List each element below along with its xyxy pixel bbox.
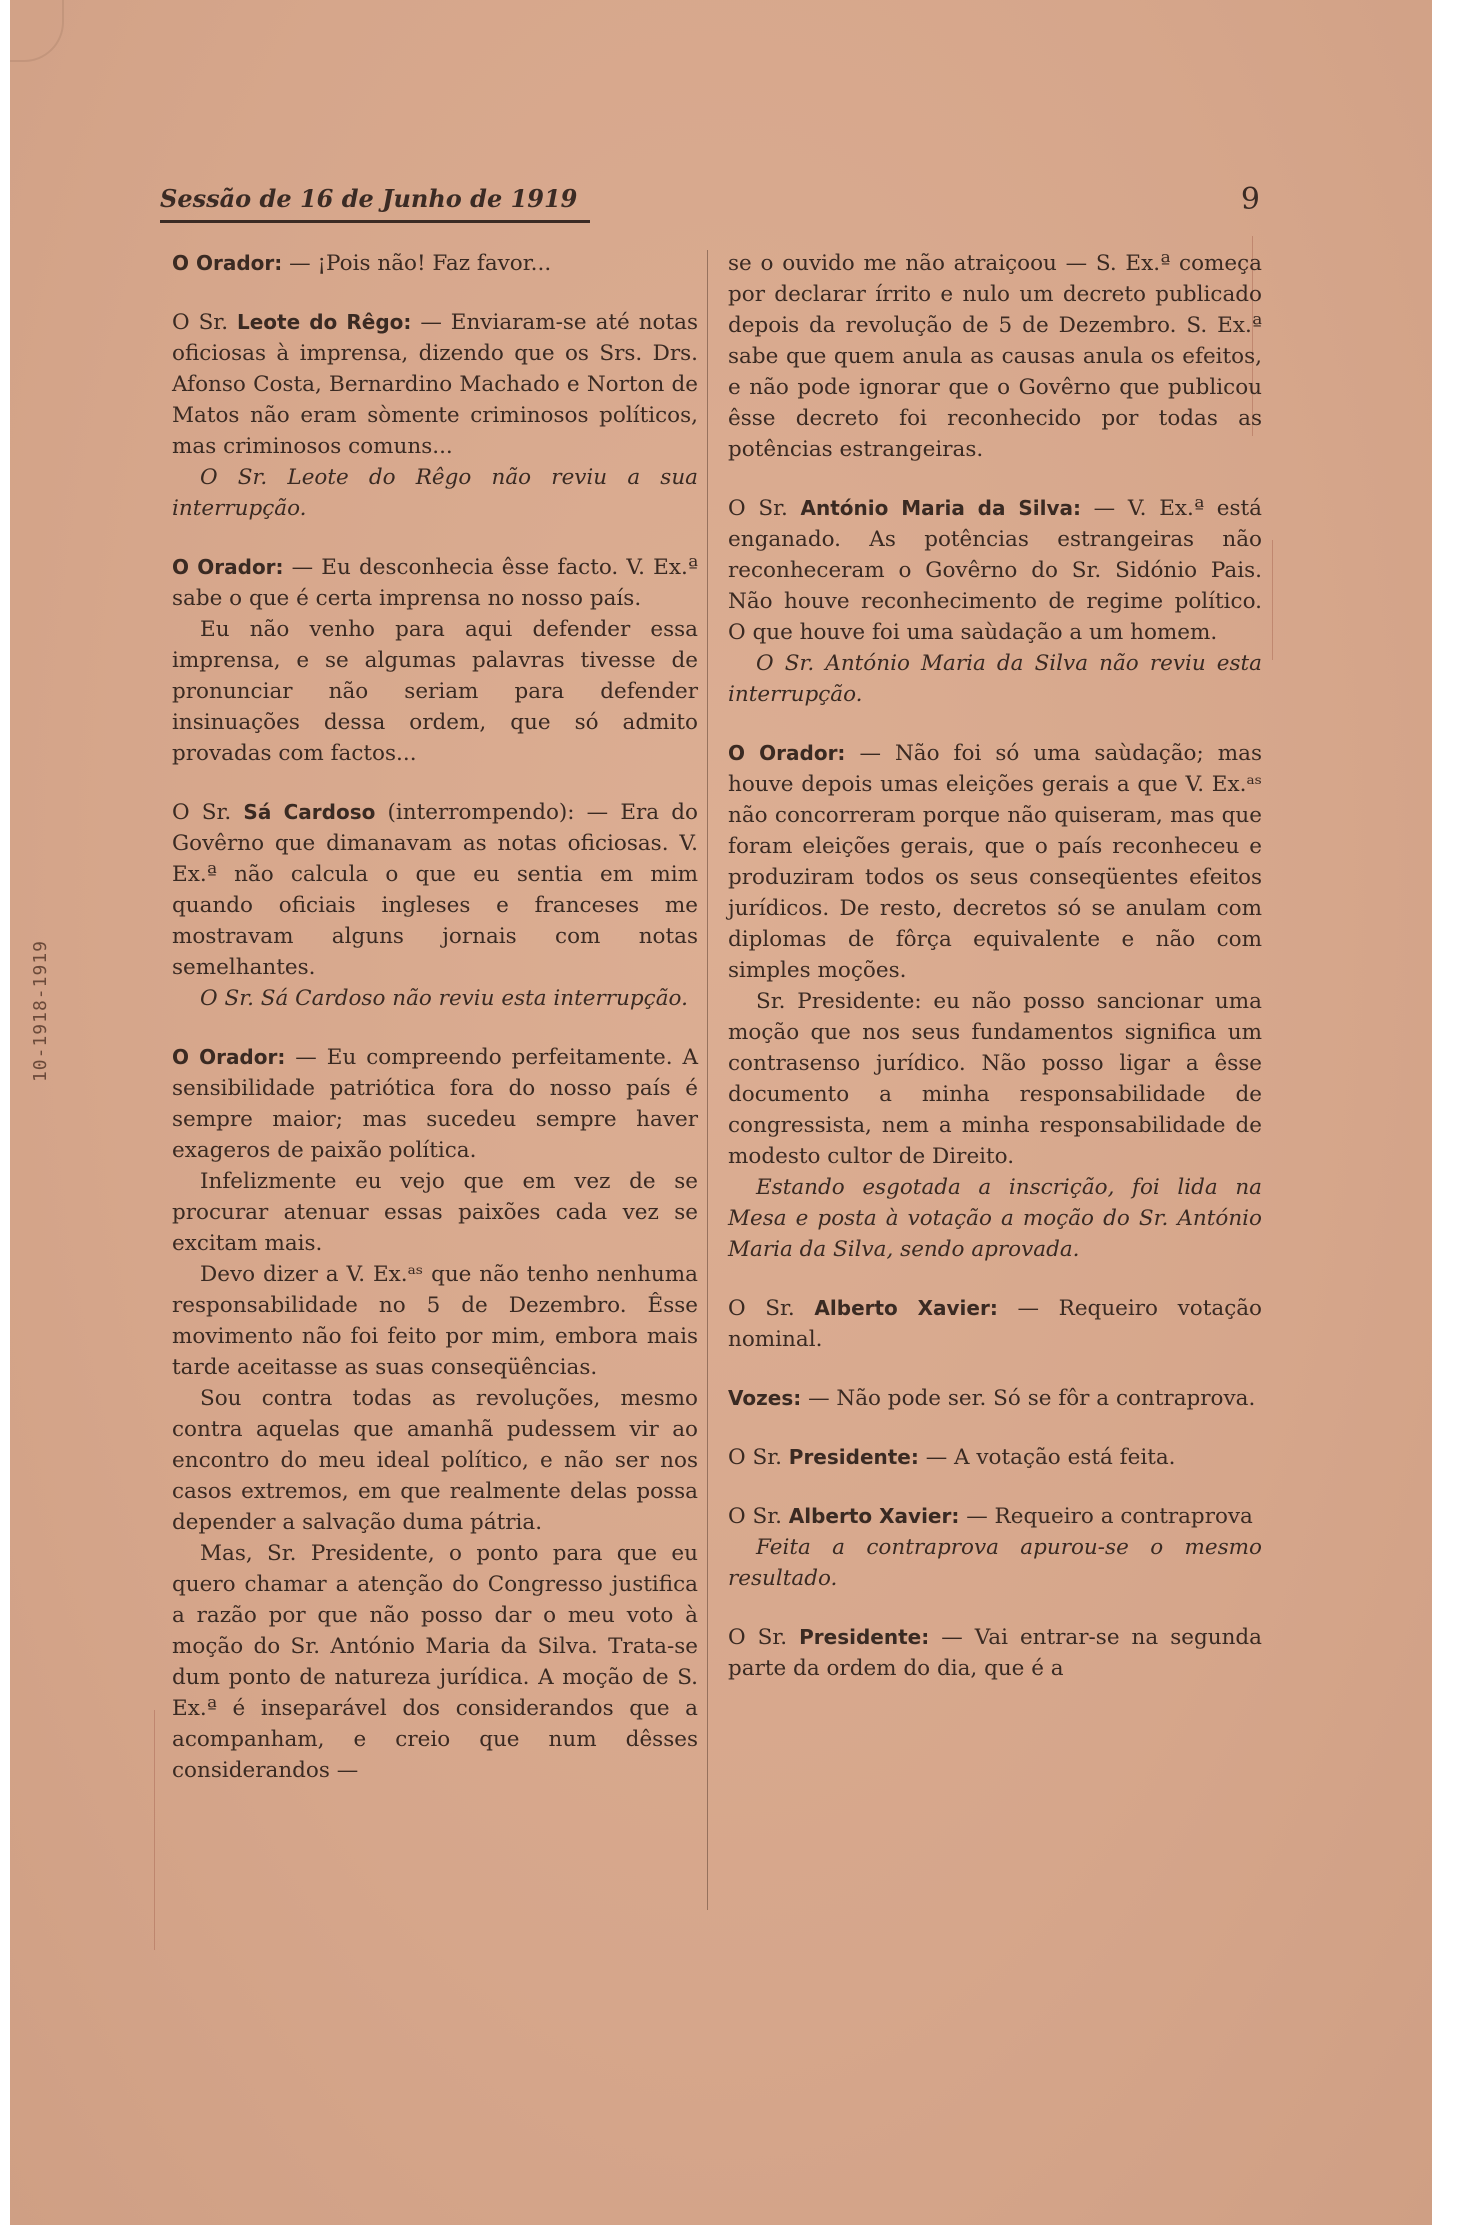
stage-direction: O Sr. Leote do Rêgo não reviu a sua interrupção. xyxy=(172,465,698,521)
paragraph xyxy=(172,248,698,279)
archive-stamp: 10-1918-1919 xyxy=(30,940,51,1083)
paragraph xyxy=(728,1501,1262,1532)
speaker-name: O Orador: xyxy=(728,741,846,765)
session-title: Sessão de 16 de Junho de 1919 xyxy=(160,184,578,213)
speaker-name: António Maria da Silva: xyxy=(800,496,1081,520)
speaker-name: O Orador: xyxy=(172,251,283,275)
stage-direction: O Sr. Sá Cardoso não reviu esta interrupção. xyxy=(200,986,688,1011)
speaker-prefix: O Sr. xyxy=(728,1296,815,1321)
speech-text: — Vai entrar-se na segunda parte da ordem do dia, que é a xyxy=(728,1625,1263,1681)
paragraph xyxy=(728,1442,1262,1473)
paragraph xyxy=(728,986,1262,1172)
speaker-prefix: O Sr. xyxy=(728,1625,800,1650)
speech-text: Infelizmente eu vejo que em vez de se procurar atenuar essas paixões cada vez se excitam mais. xyxy=(172,1169,698,1256)
speech-text: Sou contra todas as revoluções, mesmo contra aquelas que amanhã pudessem vir ao encontro do meu ideal político, e não ser nos casos extremos, em que realmente delas possa depender a salvação duma pátria. xyxy=(172,1386,698,1535)
speaker-name: Presidente: xyxy=(788,1445,919,1469)
paragraph xyxy=(172,614,698,769)
paragraph xyxy=(728,1622,1262,1684)
margin-pencil-line xyxy=(1272,540,1273,660)
margin-pencil-line xyxy=(154,1710,155,1950)
speech-text: Mas, Sr. Presidente, o ponto para que eu quero chamar a atenção do Congresso justifica a razão por que não posso dar o meu voto à moção do Sr. António Maria da Silva. Trata-se dum ponto de natureza jurídica. A moção de S. Ex.ª é inseparável dos considerandos que a acompanham, e creio que num dêsses considerandos — xyxy=(172,1541,698,1783)
speaker-name: O Orador: xyxy=(172,1045,286,1069)
paragraph xyxy=(172,797,698,983)
paragraph xyxy=(728,1532,1262,1594)
right-column xyxy=(728,248,1262,1684)
paragraph xyxy=(172,1383,698,1538)
page-number: 9 xyxy=(1240,182,1260,217)
column-divider xyxy=(707,250,708,1910)
speech-text: — Requeiro a contraprova xyxy=(959,1504,1253,1529)
paragraph xyxy=(728,248,1262,465)
speech-text: — Não pode ser. Só se fôr a contraprova. xyxy=(801,1386,1256,1411)
speaker-prefix: O Sr. xyxy=(728,1445,789,1470)
speaker-prefix: O Sr. xyxy=(728,496,801,521)
paragraph xyxy=(172,1042,698,1166)
paragraph xyxy=(172,1538,698,1786)
paragraph xyxy=(172,552,698,614)
speaker-name: Alberto Xavier: xyxy=(788,1504,960,1528)
speaker-prefix: O Sr. xyxy=(172,800,244,825)
speech-text: Eu não venho para aqui defender essa imprensa, e se algumas palavras tivesse de pronunciar não seriam para defender insinuações dessa ordem, que só admito provadas com factos... xyxy=(172,617,698,766)
paragraph xyxy=(728,648,1262,710)
page-header xyxy=(160,178,1260,218)
paragraph xyxy=(728,493,1262,648)
paragraph xyxy=(172,462,698,524)
stage-direction: Feita a contraprova apurou-se o mesmo resultado. xyxy=(728,1535,1262,1591)
paragraph xyxy=(728,1383,1262,1414)
speaker-name: Sá Cardoso xyxy=(243,800,376,824)
paragraph xyxy=(172,307,698,462)
speaker-name: Leote do Rêgo: xyxy=(236,310,412,334)
speech-text: (interrompendo): — Era do Govêrno que dimanavam as notas oficiosas. V. Ex.ª não calcula o que eu sentia em mim quando oficiais ingleses e franceses me mostravam alguns jornais com notas semelhantes. xyxy=(172,800,698,980)
paragraph xyxy=(172,1166,698,1259)
speaker-prefix: O Sr. xyxy=(172,310,237,335)
header-rule xyxy=(160,220,590,223)
speech-text: — V. Ex.ª está enganado. As potências estrangeiras não reconheceram o Govêrno do Sr. Sidónio Pais. Não houve reconhecimento de regime político. O que houve foi uma saùdação a um homem. xyxy=(728,496,1262,645)
paragraph xyxy=(728,1293,1262,1355)
stage-direction: Estando esgotada a inscrição, foi lida na Mesa e posta à votação a moção do Sr. António Maria da Silva, sendo aprovada. xyxy=(728,1175,1262,1262)
paragraph xyxy=(728,1172,1262,1265)
speaker-name: Alberto Xavier: xyxy=(814,1296,998,1320)
stage-direction: O Sr. António Maria da Silva não reviu esta interrupção. xyxy=(728,651,1262,707)
speaker-name: Presidente: xyxy=(799,1625,930,1649)
document-page xyxy=(10,0,1432,2225)
paragraph xyxy=(172,1259,698,1383)
paragraph xyxy=(172,983,698,1014)
paragraph xyxy=(728,738,1262,986)
corner-fold xyxy=(10,0,64,62)
speech-text: Devo dizer a V. Ex.ᵃˢ que não tenho nenhuma responsabilidade no 5 de Dezembro. Êsse movimento não foi feito por mim, embora mais tarde aceitasse as suas conseqüências. xyxy=(172,1262,698,1380)
speech-text: — Enviaram-se até notas oficiosas à imprensa, dizendo que os Srs. Drs. Afonso Costa, Bernardino Machado e Norton de Matos não eram sòmente criminosos políticos, mas criminosos comuns... xyxy=(172,310,698,459)
speech-text: — ¡Pois não! Faz favor... xyxy=(282,251,552,276)
speech-text: se o ouvido me não atraiçoou — S. Ex.ª começa por declarar írrito e nulo um decreto publicado depois da revolução de 5 de Dezembro. S. Ex.ª sabe que quem anula as causas anula os efeitos, e não pode ignorar que o Govêrno que publicou êsse decreto foi reconhecido por todas as potências estrangeiras. xyxy=(728,251,1262,462)
speech-text: — Não foi só uma saùdação; mas houve depois umas eleições gerais a que V. Ex.ᵃˢ não concorreram porque não quiseram, mas que foram eleições gerais, que o país reconheceu e produziram todos os seus conseqüentes efeitos jurídicos. De resto, decretos só se anulam com diplomas de fôrça equivalente e não com simples moções. xyxy=(728,741,1262,983)
speaker-name: Vozes: xyxy=(728,1386,802,1410)
speech-text: — Eu desconhecia êsse facto. V. Ex.ª sabe o que é certa imprensa no nosso país. xyxy=(172,555,698,611)
speaker-name: O Orador: xyxy=(172,555,284,579)
speech-text: Sr. Presidente: eu não posso sancionar uma moção que nos seus fundamentos significa um contrasenso jurídico. Não posso ligar a êsse documento a minha responsabilidade de congressista, nem a minha responsabilidade de modesto cultor de Direito. xyxy=(728,989,1262,1169)
speaker-prefix: O Sr. xyxy=(728,1504,789,1529)
speech-text: — A votação está feita. xyxy=(918,1445,1176,1470)
speech-text: — Eu compreendo perfeitamente. A sensibilidade patriótica fora do nosso país é sempre maior; mas sucedeu sempre haver exageros de paixão política. xyxy=(172,1045,698,1163)
speech-text: — Requeiro votação nominal. xyxy=(728,1296,1262,1352)
left-column xyxy=(172,248,698,1786)
